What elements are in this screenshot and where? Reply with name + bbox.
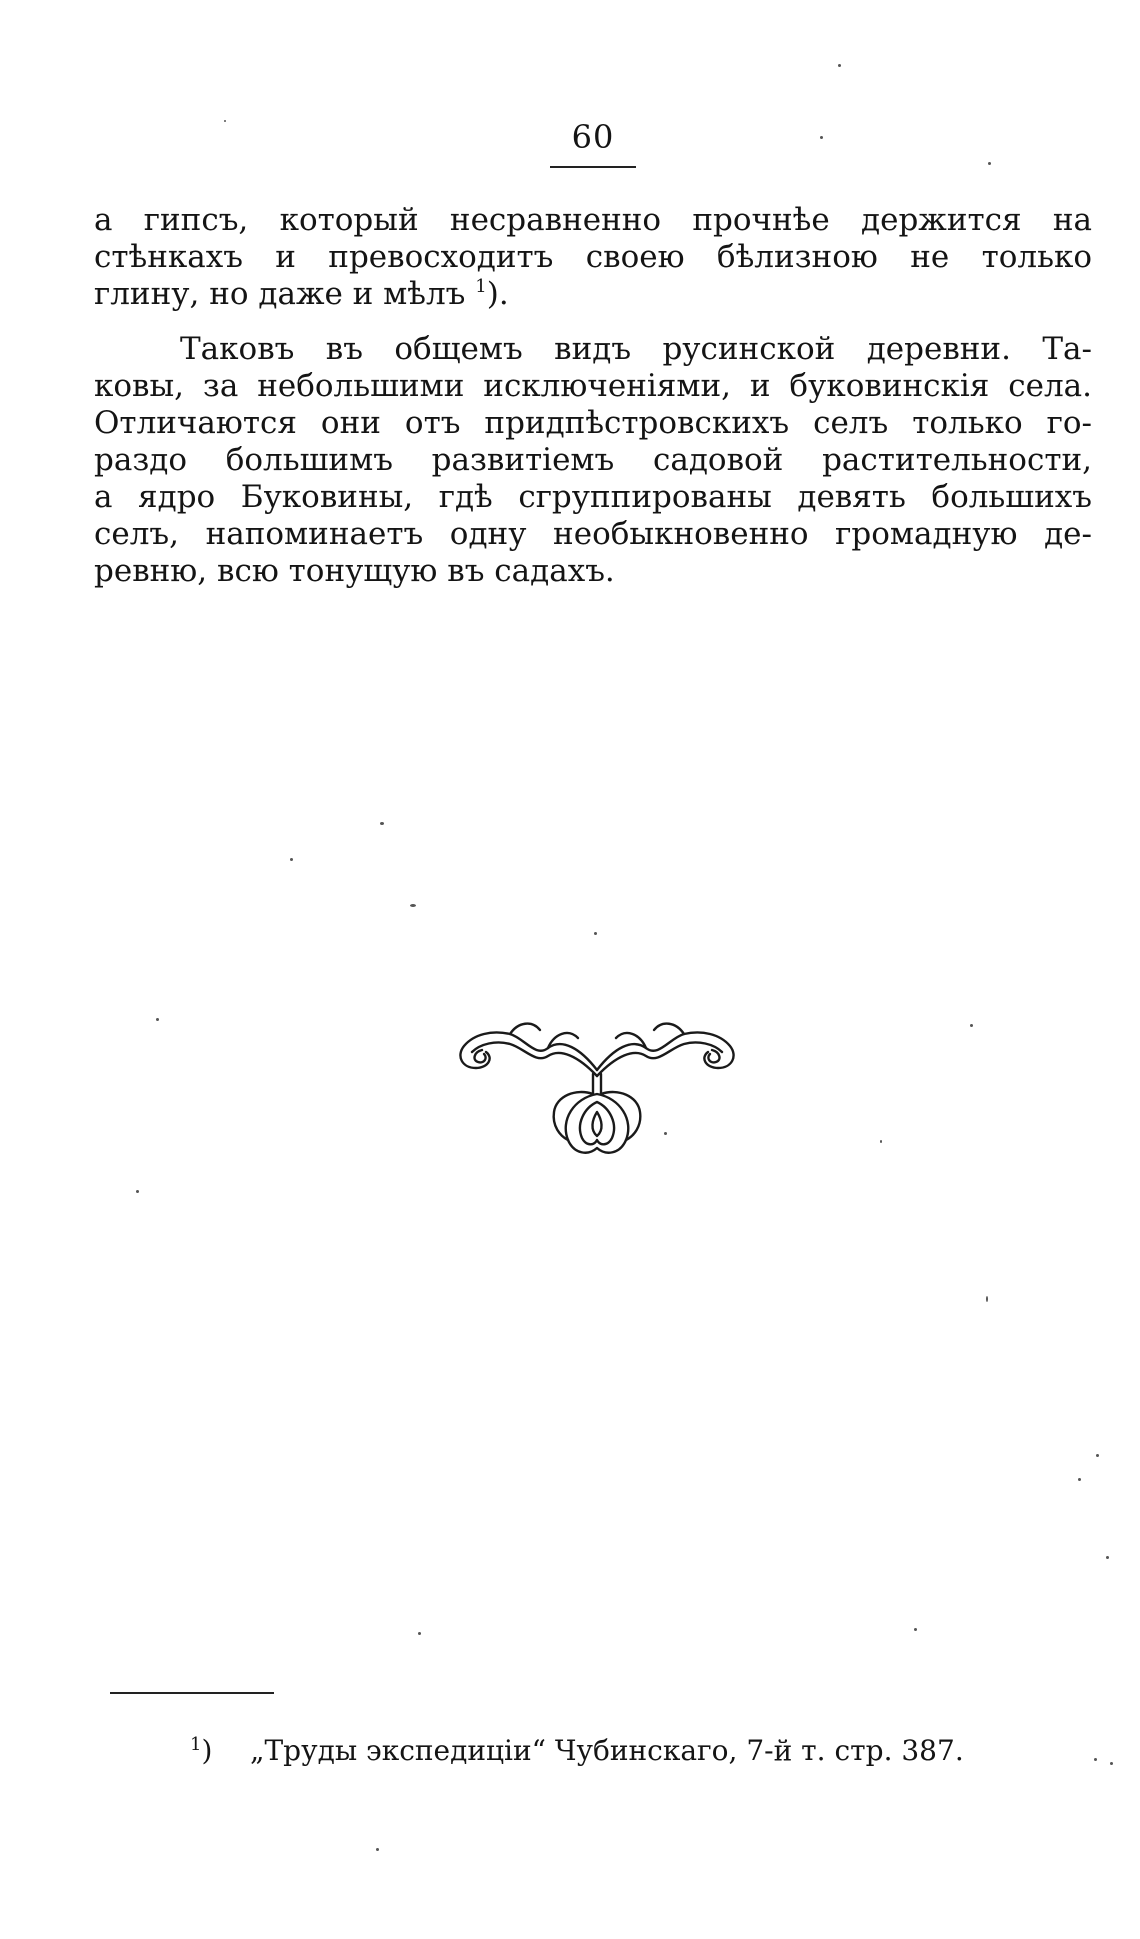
floral-ornament-icon xyxy=(452,1008,742,1158)
text-line: стѣнкахъ и превосходитъ своею бѣлизною не только xyxy=(94,239,1092,275)
scan-speck xyxy=(988,162,991,165)
body-text xyxy=(94,202,1092,590)
text-line: Отличаются они отъ придпѣстровскихъ селъ только го- xyxy=(94,405,1092,441)
text-line: ковы, за небольшими исключеніями, и буковинскія села. xyxy=(94,368,1092,404)
text-line: селъ, напоминаетъ одну необыкновенно громадную де- xyxy=(94,516,1092,552)
scan-speck xyxy=(410,904,416,907)
scan-speck xyxy=(1096,1454,1099,1457)
scan-speck xyxy=(594,932,597,935)
scan-speck xyxy=(290,858,293,861)
page-number-rule xyxy=(550,166,636,168)
text-line: ревню, всю тонущую въ садахъ. xyxy=(94,553,615,589)
paragraph-1 xyxy=(94,202,1092,313)
scan-speck xyxy=(224,120,226,122)
scan-speck xyxy=(986,1296,988,1302)
scan-speck xyxy=(1110,1762,1113,1765)
scan-speck xyxy=(380,822,384,825)
text-line: раздо большимъ развитіемъ садовой растительности, xyxy=(94,442,1092,478)
scan-speck xyxy=(136,1190,139,1193)
scan-speck xyxy=(418,1632,421,1635)
footnote-marker: $^1$) xyxy=(190,1734,213,1767)
footnote-text: „Труды экспедиціи“ Чубинскаго, 7-й т. стр. 387. xyxy=(250,1734,964,1767)
text-line-final xyxy=(94,276,1092,313)
scan-speck xyxy=(970,1024,973,1027)
scan-speck xyxy=(914,1628,917,1631)
paragraph-2 xyxy=(94,331,1092,590)
scan-speck xyxy=(1094,1758,1097,1761)
text-line: глину, но даже и мѣлъ xyxy=(94,276,466,312)
scan-speck xyxy=(376,1848,379,1851)
scan-speck xyxy=(838,64,841,67)
footnote xyxy=(190,1734,1090,1768)
text-line: а гипсъ, который несравненно прочнѣе держится на xyxy=(94,202,1092,238)
footnote-rule xyxy=(110,1692,274,1694)
text-line: Таковъ въ общемъ видъ русинской деревни. Та- xyxy=(180,331,1092,367)
scan-speck xyxy=(156,1018,159,1021)
text-line: а ядро Буковины, гдѣ сгруппированы девять большихъ xyxy=(94,479,1092,515)
footnote-reference[interactable]: 1 xyxy=(475,276,487,297)
scan-speck xyxy=(1106,1556,1109,1559)
scan-speck xyxy=(1078,1478,1081,1481)
scan-speck xyxy=(820,136,823,139)
scan-speck xyxy=(664,1132,667,1135)
page-number: 60 xyxy=(571,118,615,156)
footnote-number: 1 xyxy=(190,1734,202,1755)
text-tail: ). xyxy=(486,276,509,312)
scan-speck xyxy=(880,1140,882,1143)
